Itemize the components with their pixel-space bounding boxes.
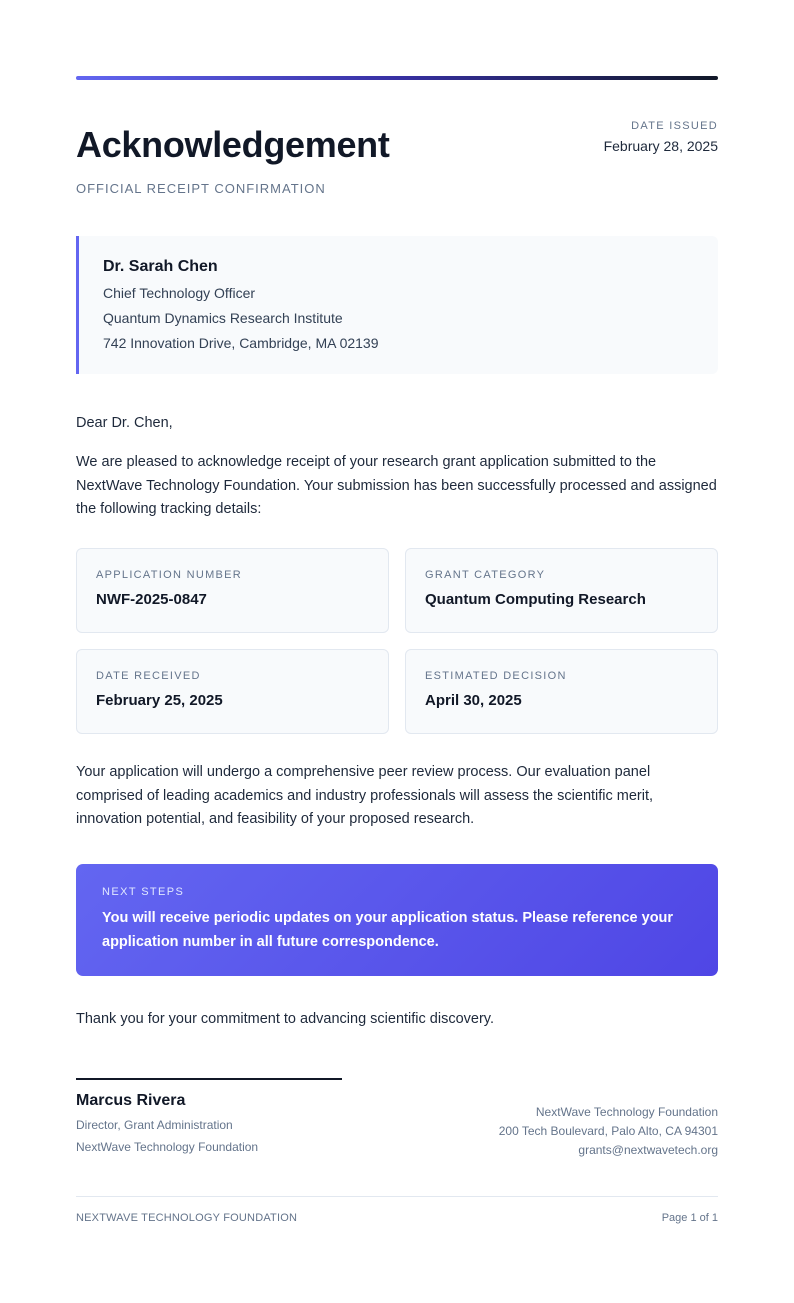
recipient-address: 742 Innovation Drive, Cambridge, MA 02139 [103,335,379,351]
recipient-name: Dr. Sarah Chen [103,258,218,275]
signatory-organization: NextWave Technology Foundation [76,1140,259,1154]
recipient-title: Chief Technology Officer [103,285,256,301]
detail-label: ESTIMATED DECISION [425,670,567,682]
page-number: Page 1 of 1 [661,1212,718,1224]
next-steps-callout [76,864,718,976]
footer-divider [76,1196,718,1197]
closing-paragraph: Thank you for your commitment to advancing scientific discovery. [76,1011,494,1027]
date-issued-label: DATE ISSUED [631,120,718,132]
footer-organization: NEXTWAVE TECHNOLOGY FOUNDATION [76,1212,298,1224]
detail-value: Quantum Computing Research [425,591,646,608]
date-issued-block [604,120,718,154]
date-issued-value: February 28, 2025 [603,138,718,154]
signature-line [76,1078,342,1080]
recipient-block [76,236,718,374]
top-accent-rule [76,76,718,80]
recipient-organization: Quantum Dynamics Research Institute [103,310,343,326]
detail-value: February 25, 2025 [96,692,223,709]
detail-card-estimated-decision [405,649,718,734]
page-title: Acknowledgement [76,124,390,165]
intro-paragraph: We are pleased to acknowledge receipt of your research grant application submitted to the NextWave Technology Foundation. Your submission has been successfully processed and assigned the following tracking details: [76,454,717,517]
document-header [76,120,718,200]
signatory-name: Marcus Rivera [76,1092,186,1109]
sender-organization: NextWave Technology Foundation [535,1105,718,1119]
next-steps-text: You will receive periodic updates on your application status. Please reference your application number in all future correspondence. [102,910,674,950]
detail-value: NWF-2025-0847 [96,591,207,608]
sender-address: 200 Tech Boulevard, Palo Alto, CA 94301 [498,1124,718,1138]
page-subtitle: OFFICIAL RECEIPT CONFIRMATION [76,181,326,196]
detail-card-date-received [76,649,389,734]
signatory-title: Director, Grant Administration [76,1118,233,1132]
detail-value: April 30, 2025 [425,692,522,709]
salutation: Dear Dr. Chen, [76,415,173,431]
detail-label: APPLICATION NUMBER [96,569,243,581]
detail-card-grant-category [405,548,718,633]
next-steps-label: NEXT STEPS [102,886,185,898]
detail-label: GRANT CATEGORY [425,569,546,581]
sender-address-block [499,1103,718,1160]
detail-label: DATE RECEIVED [96,670,201,682]
signature-block [76,1092,258,1154]
detail-card-application-number [76,548,389,633]
sender-email: grants@nextwavetech.org [578,1143,718,1157]
review-paragraph: Your application will undergo a comprehensive peer review process. Our evaluation panel comprised of leading academics and industry professionals will assess the scientific merit, innovation potential, and feasibility of your proposed research. [76,764,654,827]
